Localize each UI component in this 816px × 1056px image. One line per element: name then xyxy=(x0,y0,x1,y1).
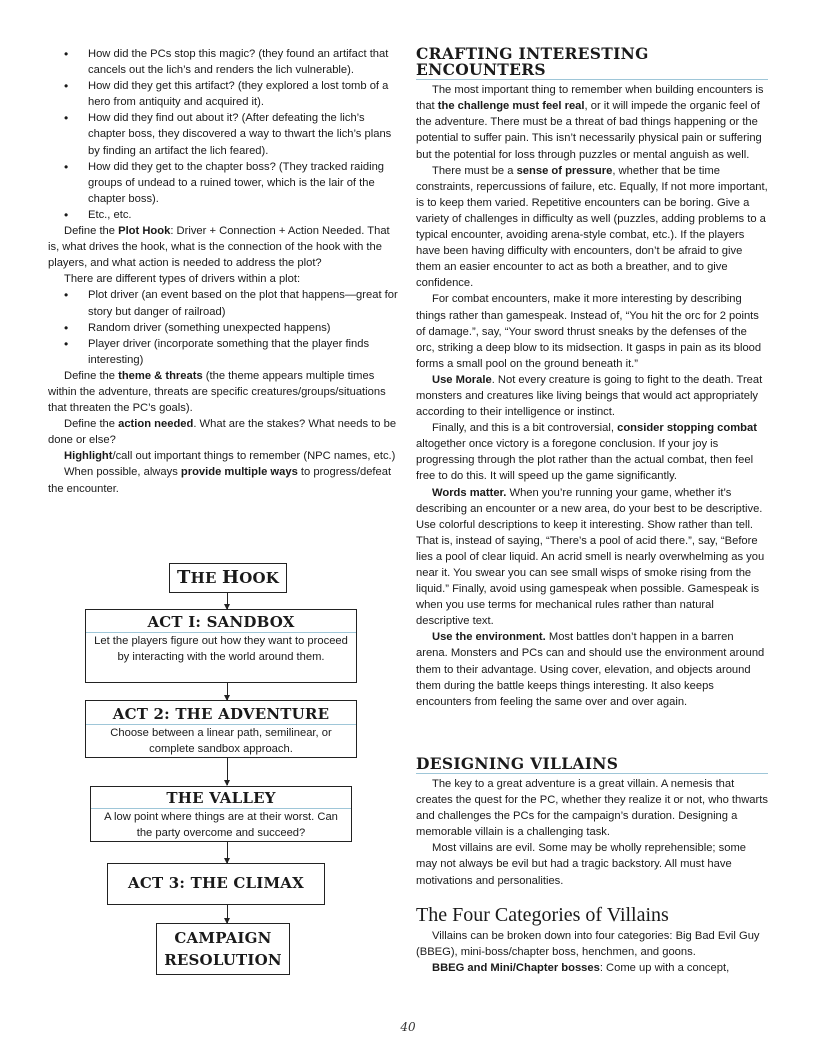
act2-title: ACT 2: THE ADVENTURE xyxy=(112,705,330,723)
list-item: • Etc., etc. xyxy=(88,207,398,223)
multiple-ways-paragraph: When possible, always provide multiple ways to progress/defeat the encounter. xyxy=(48,466,392,495)
section-heading-villains: DESIGNING VILLAINS xyxy=(416,756,768,774)
subheading-four-categories: The Four Categories of Villains xyxy=(416,903,669,926)
list-item: • Random driver (something unexpected happens) xyxy=(88,320,398,336)
paragraph: Finally, and this is a bit controversial, consider stopping combat altogether once victory is a foregone conclusion. If your joy is progressing through the plot rather than the actual combat, then feel free to do this. It will speed up the game significantly. xyxy=(416,422,757,483)
paragraph: There must be a sense of pressure, whether that be time constraints, repercussions of failure, etc. Equally, If not more important, is to keep them varied. Repetitive encounters can be boring. Give a variety of challenges in difficulty as well (puzzles, adding problems to a typical encounter, avoiding arena-style combat, etc.). If the players have been having difficulty with encounters, don’t be afraid to give them an easier encounter to act as both a breather, and to give confidence. xyxy=(416,164,768,290)
paragraph: Use the environment. Most battles don’t happen in a barren arena. Monsters and PCs can and should use the environment around them to their advantage. Using cover, elevation, and objects around them during the battle keeps things interesting. It also keeps encounters from feeling the same over and over again. xyxy=(416,631,765,708)
resolution-title-line2: RESOLUTION xyxy=(164,951,282,969)
paragraph: Most villains are evil. Some may be wholly reprehensible; some may not always be evil but had a tragic backstory. All must have motivations and personalities. xyxy=(416,842,747,887)
list-item: • How did they get this artifact? (they explored a lost tomb of a hero from antiquity and acquired it). xyxy=(88,78,398,110)
list-item: • How did they get to the chapter boss? (They tracked raiding groups of undead to a ruined tower, which is the lair of the chapter boss). xyxy=(88,159,398,207)
resolution-title-line1: CAMPAIGN xyxy=(174,929,272,947)
right-column xyxy=(416,46,768,976)
list-item: • Player driver (incorporate something that the player finds interesting) xyxy=(88,336,398,368)
act3-title: ACT 3: THE CLIMAX xyxy=(128,874,304,892)
paragraph: Villains can be broken down into four categories: Big Bad Evil Guy (BBEG), mini-boss/chapter boss, henchmen, and goons. xyxy=(416,929,760,958)
valley-description: A low point where things are at their worst. Can the party overcome and succeed? xyxy=(104,811,338,839)
act3-box xyxy=(107,863,325,905)
list-item: • How did the PCs stop this magic? (they found an artifact that cancels out the lich’s and renders the lich vulnerable). xyxy=(88,46,398,78)
paragraph: For combat encounters, make it more interesting by describing things rather than gamespeak. Instead of, “You hit the orc for 2 points of damage.”, say, “Your sword thrust sneaks by the defenses of the orc, striking a deep blow to its midsection. It gasps in pain as its blood forms a small pool on the ground beneath it.” xyxy=(416,293,762,370)
act1-description: Let the players figure out how they want to proceed by interacting with the world around them. xyxy=(94,635,348,663)
act2-description: Choose between a linear path, semilinear, or complete sandbox approach. xyxy=(110,727,332,755)
flow-arrow xyxy=(227,683,228,700)
plot-hook-paragraph: Define the Plot Hook: Driver + Connection + Action Needed. That is, what drives the hook, what is the connection of the hook with the players, and what action is needed to address the plot? xyxy=(48,225,390,270)
paragraph: The key to a great adventure is a great villain. A nemesis that creates the quest for the PC, whether they realize it or not, who thwarts and challenges the PCs for the campaign’s duration. Designing a memorable villain is a challenging task. xyxy=(416,777,768,839)
hook-title: THE HOOK xyxy=(176,567,280,588)
hook-box xyxy=(169,563,287,593)
flow-arrow xyxy=(227,758,228,785)
list-item: • Plot driver (an event based on the plot that happens—great for story but danger of railroad) xyxy=(88,287,398,319)
driver-list xyxy=(48,287,398,367)
act1-title: ACT I: SANDBOX xyxy=(147,613,295,631)
flow-arrow xyxy=(227,593,228,609)
question-list xyxy=(48,46,398,223)
paragraph: Use Morale. Not every creature is going to fight to the death. Treat monsters and creatures like living beings that would act appropriately according to their intelligence or instinct. xyxy=(416,373,763,419)
resolution-box xyxy=(156,923,290,975)
page-number: 40 xyxy=(400,1020,416,1034)
paragraph: The most important thing to remember when building encounters is that the challenge must feel real, or it will impede the organic feel of the adventure. There must be a threat of bad things happening or the potential to suffer pain. This isn’t necessarily physical pain or suffering but the potential for loss through puzzles or mental anguish as well. xyxy=(416,84,764,161)
action-paragraph: Define the action needed. What are the stakes? What needs to be done or else? xyxy=(48,418,397,447)
valley-title: THE VALLEY xyxy=(166,789,276,807)
list-item: • How did they find out about it? (After defeating the lich’s chapter boss, they discovered a way to thwart the lich’s plans by finding an artifact the lich feared). xyxy=(88,110,398,158)
valley-box xyxy=(90,786,352,842)
paragraph: Words matter. When you’re running your game, whether it’s describing an encounter or a new area, do your best to be descriptive. Use colorful descriptions to keep it interesting. Show rather than tell. That is, instead of saying, “There’s a pool of acid there.”, say, “Before lies a pool of clear liquid. An acrid smell is nearly overwhelming as you near it. You swear you can see small wisps of smoke rising from the liquid.” Finally, avoid using gamespeak when possible. Gamespeak is when you use terms for mechanical rules rather than natural descriptive text. xyxy=(416,486,765,628)
drivers-intro: There are different types of drivers within a plot: xyxy=(64,273,301,286)
flow-arrow xyxy=(227,905,228,923)
section-heading-encounters: CRAFTING INTERESTING ENCOUNTERS xyxy=(416,46,768,80)
left-column xyxy=(48,46,398,497)
flow-arrow xyxy=(227,842,228,863)
paragraph: BBEG and Mini/Chapter bosses: Come up with a concept, xyxy=(432,961,730,974)
highlight-paragraph: Highlight/call out important things to remember (NPC names, etc.) xyxy=(64,450,396,463)
act2-box xyxy=(85,700,357,758)
theme-paragraph: Define the theme & threats (the theme appears multiple times within the adventure, threats are specific creatures/groups/situations that threaten the PC’s goals). xyxy=(48,369,386,415)
campaign-flowchart xyxy=(80,560,380,980)
act1-box xyxy=(85,609,357,683)
